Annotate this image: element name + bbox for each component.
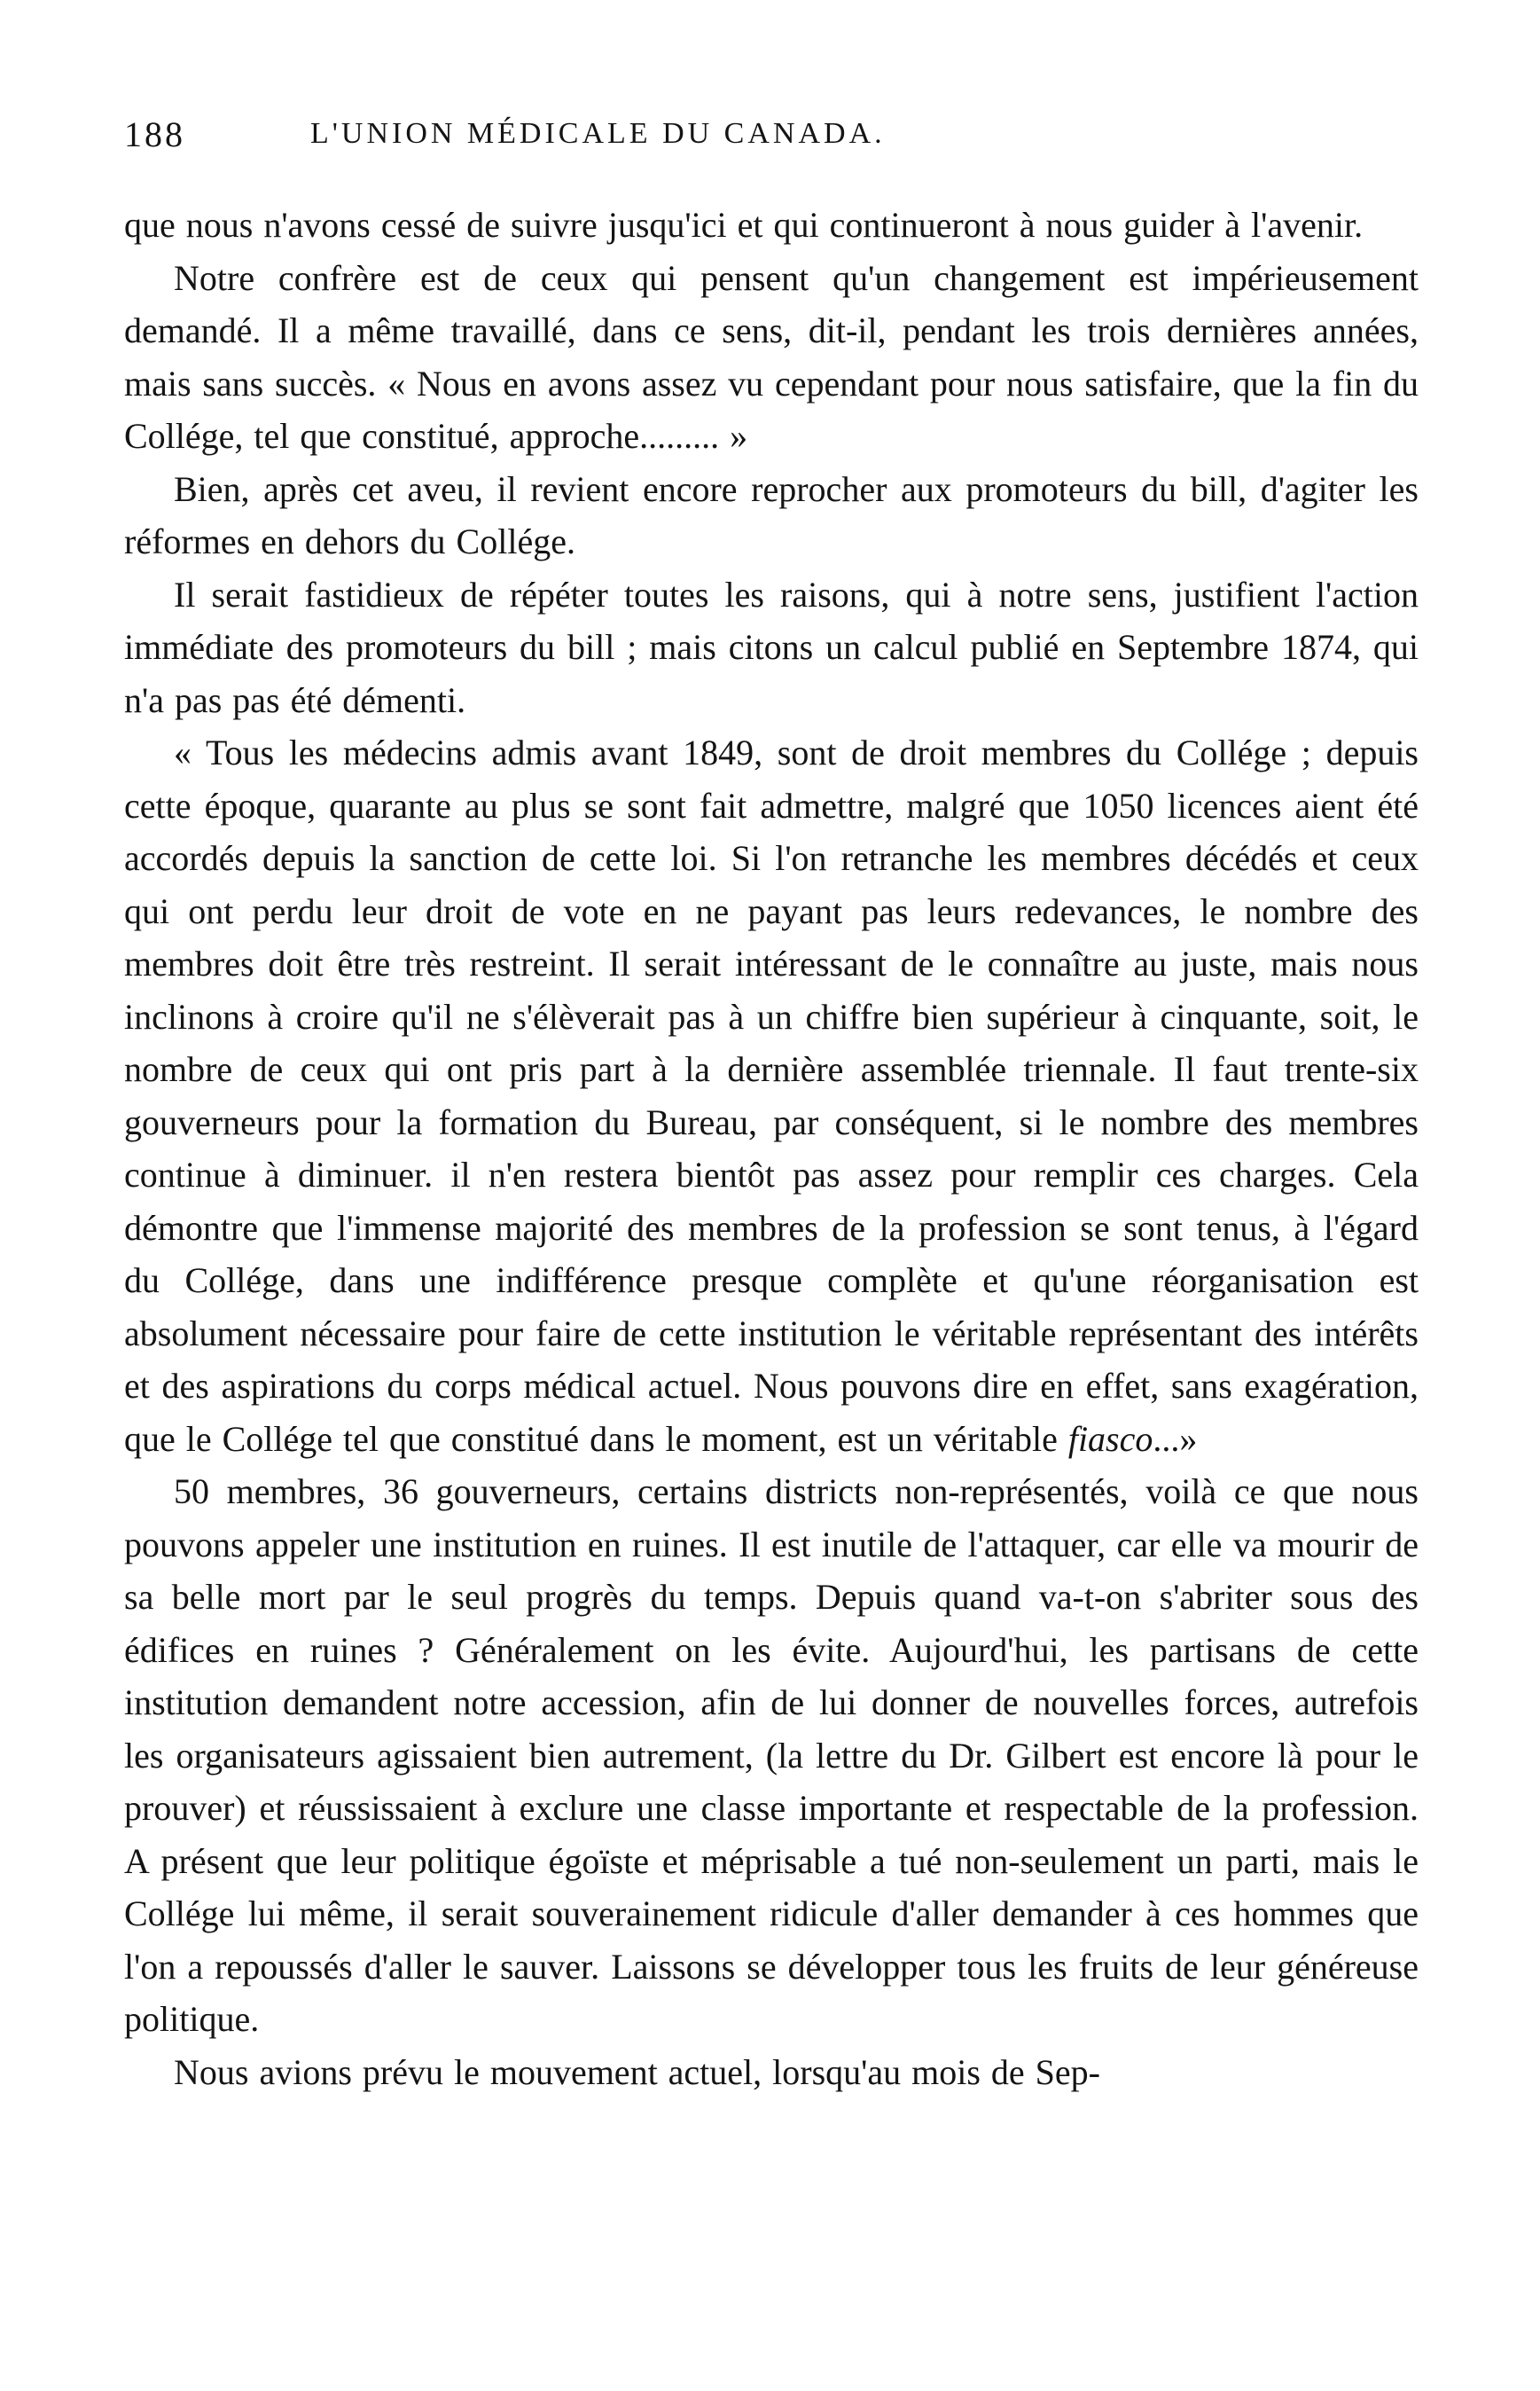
document-page	[124, 114, 1419, 2348]
paragraph: Il serait fastidieux de répéter toutes les raisons, qui à notre sens, justifient l'action immédiate des promoteurs du bill ; mais citons un calcul publié en Septembre 1874, qui n'a pas pas été démenti.	[124, 574, 1419, 720]
quote-end: ...»	[1153, 1418, 1198, 1459]
page-header	[124, 114, 1419, 167]
quoted-paragraph	[124, 726, 1419, 1465]
quoted-text: « Tous les médecins admis avant 1849, sont de droit membres du Collége ; depuis cette époque, quarante au plus se sont fait admettre, malgré que 1050 licences aient été accordés depuis la sanction de cette loi. Si l'on retranche les membres décédés et ceux qui ont perdu leur droit de vote en ne payant pas leurs redevances, le nombre des membres doit être très restreint. Il serait intéressant de le connaître au juste, mais nous inclinons à croire qu'il ne s'élèverait pas à un chiffre bien supérieur à cinquante, soit, le nombre de ceux qui ont pris part à la dernière assemblée triennale. Il faut trente-six gouverneurs pour la formation du Bureau, par conséquent, si le nombre des membres continue à diminuer. il n'en restera bientôt pas assez pour remplir ces charges. Cela démontre que l'immense majorité des membres de la profession se sont tenus, à l'égard du Collége, dans une indifférence presque complète et qu'une réorganisation est absolument nécessaire pour faire de cette institution le véritable représentant des intérêts et des aspirations du corps médical actuel. Nous pouvons dire en effet, sans exagération, que le Collége tel que constitué dans le moment, est un véritable	[124, 733, 1419, 1459]
paragraph-continuation: que nous n'avons cessé de suivre jusqu'ici et qui continueront à nous guider à l'avenir.	[124, 205, 1364, 245]
paragraph: Notre confrère est de ceux qui pensent qu'un changement est impérieusement demandé. Il a même travaillé, dans ce sens, dit-il, pendant les trois dernières années, mais sans succès. « Nous en avons assez vu cependant pour nous satisfaire, que la fin du Collége, tel que constitué, approche......... »	[124, 257, 1419, 456]
running-title: L'UNION MÉDICALE DU CANADA.	[310, 117, 886, 150]
italic-word: fiasco	[1067, 1418, 1153, 1459]
body-text	[124, 199, 1419, 2098]
page-number: 188	[124, 114, 185, 154]
paragraph: 50 membres, 36 gouverneurs, certains districts non-représentés, voilà ce que nous pouvons appeler une institution en ruines. Il est inutile de l'attaquer, car elle va mourir de sa belle mort par le seul progrès du temps. Depuis quand va-t-on s'abriter sous des édifices en ruines ? Généralement on les évite. Aujourd'hui, les partisans de cette institution demandent notre accession, afin de lui donner de nouvelles forces, autrefois les organisateurs agissaient bien autrement, (la lettre du Dr. Gilbert est encore là pour le prouver) et réussissaient à exclure une classe importante et respectable de la profession. A présent que leur politique égoïste et méprisable a tué non-seulement un parti, mais le Collége lui même, il serait souverainement ridicule d'aller demander à ces hommes que l'on a repoussés d'aller le sauver. Laissons se développer tous les fruits de leur généreuse politique.	[124, 1471, 1419, 2039]
paragraph: Nous avions prévu le mouvement actuel, lorsqu'au mois de Sep-	[174, 2051, 1100, 2092]
paragraph: Bien, après cet aveu, il revient encore reprocher aux promoteurs du bill, d'agiter les réformes en dehors du Collége.	[124, 468, 1419, 561]
